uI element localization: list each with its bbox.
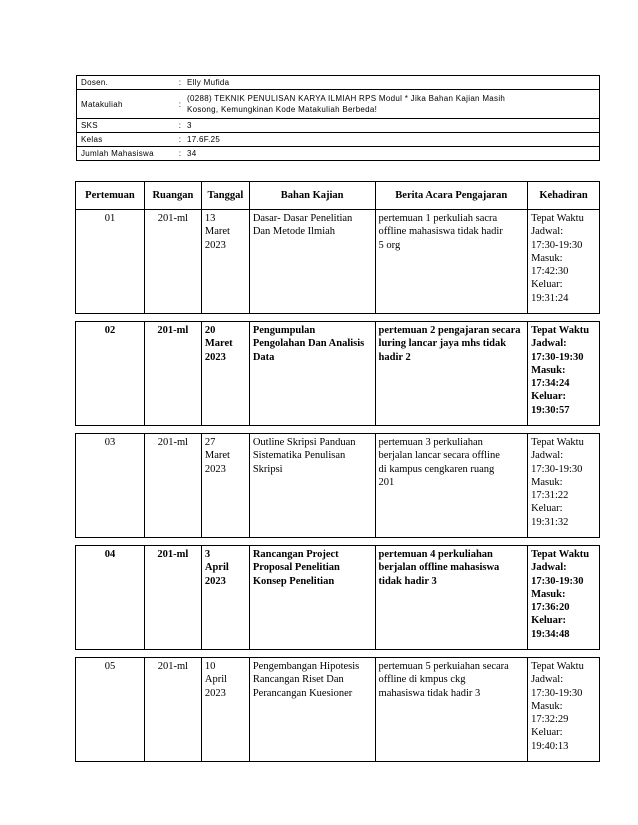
divider bbox=[566, 160, 600, 161]
bahan-kajian-cell-line: Rancangan Riset Dan bbox=[252, 674, 344, 686]
ruangan-value: 201-ml bbox=[157, 325, 189, 336]
ruangan-cell bbox=[144, 434, 201, 538]
berita-acara-cell-line: pertemuan 2 pengajaran secara bbox=[378, 325, 521, 336]
berita-acara-cell-line: tidak hadir 3 bbox=[378, 575, 437, 587]
kehadiran-cell-line: Tepat Waktu bbox=[531, 437, 584, 448]
kehadiran-cell-line: Keluar: bbox=[531, 391, 567, 403]
berita-acara-cell-line: luring lancar jaya mhs tidak bbox=[378, 338, 507, 350]
info-row-kelas bbox=[77, 133, 600, 147]
berita-acara-cell-content bbox=[379, 434, 525, 489]
bahan-kajian-cell-line: Outline Skripsi Panduan bbox=[252, 437, 356, 448]
tanggal-cell-content bbox=[205, 546, 246, 588]
kehadiran-cell-line: 17:34:24 bbox=[531, 378, 570, 390]
table-row bbox=[76, 434, 600, 538]
row-separator-cell bbox=[76, 426, 600, 434]
matakuliah-value-line: (0288) TEKNIK PENULISAN KARYA ILMIAH RPS Modul * Jika Bahan Kajian Masih bbox=[187, 94, 506, 103]
colon: : bbox=[177, 90, 183, 119]
matakuliah-label: Matakuliah bbox=[77, 90, 178, 119]
table-row bbox=[76, 658, 600, 762]
kehadiran-cell-content bbox=[531, 210, 596, 305]
berita-acara-cell-content bbox=[379, 322, 525, 364]
kehadiran-cell bbox=[528, 322, 600, 426]
kehadiran-cell-line: Masuk: bbox=[531, 252, 563, 264]
kehadiran-cell-line: 19:30:57 bbox=[531, 404, 570, 416]
ruangan-cell bbox=[144, 546, 201, 650]
kehadiran-cell-content bbox=[531, 322, 596, 417]
kehadiran-cell-line: Jadwal: bbox=[531, 226, 564, 238]
table-row bbox=[76, 546, 600, 650]
tanggal-cell-line: 3 bbox=[204, 549, 211, 560]
ruangan-cell bbox=[144, 322, 201, 426]
kehadiran-cell-line: Jadwal: bbox=[531, 562, 567, 574]
kehadiran-cell-line: Masuk: bbox=[531, 364, 566, 376]
ruangan-value: 201-ml bbox=[157, 213, 189, 224]
bahan-kajian-cell-line: Rancangan Project bbox=[252, 549, 339, 560]
ruangan-value: 201-ml bbox=[157, 437, 189, 448]
row-separator-cell bbox=[76, 314, 600, 322]
pertemuan-number: 03 bbox=[104, 437, 116, 448]
bahan-kajian-cell-content bbox=[253, 210, 372, 239]
tanggal-cell-line: 2023 bbox=[204, 239, 226, 251]
kehadiran-cell bbox=[528, 434, 600, 538]
ruangan-value: 201-ml bbox=[157, 661, 189, 672]
dosen-value: Elly Mufida bbox=[183, 76, 600, 90]
jumlah-mahasiswa-label: Jumlah Mahasiswa bbox=[77, 147, 178, 161]
header-pertemuan: Pertemuan bbox=[76, 182, 145, 210]
info-row-jumlah bbox=[77, 147, 600, 161]
pertemuan-number: 05 bbox=[104, 661, 116, 672]
colon: : bbox=[177, 76, 183, 90]
kehadiran-cell-line: Tepat Waktu bbox=[531, 661, 584, 672]
kehadiran-cell-line: 17:30-19:30 bbox=[531, 687, 583, 699]
berita-acara-cell-content bbox=[379, 210, 525, 252]
berita-acara-cell bbox=[375, 210, 528, 314]
matakuliah-value bbox=[183, 90, 600, 119]
tanggal-cell-line: 10 bbox=[204, 661, 216, 672]
tanggal-cell-line: 20 bbox=[204, 325, 216, 336]
tanggal-cell-line: Maret bbox=[204, 226, 230, 238]
course-info-table bbox=[76, 75, 600, 161]
header-kehadiran: Kehadiran bbox=[528, 182, 600, 210]
pertemuan-cell bbox=[76, 210, 145, 314]
berita-acara-cell-line: mahasiswa tidak hadir 3 bbox=[378, 687, 481, 699]
berita-acara-cell-line: 201 bbox=[378, 476, 395, 488]
kehadiran-cell-line: Jadwal: bbox=[531, 338, 567, 350]
tanggal-cell-line: Maret bbox=[204, 450, 230, 462]
kehadiran-cell-line: Masuk: bbox=[531, 476, 563, 488]
berita-acara-cell-content bbox=[379, 658, 525, 700]
pertemuan-number: 04 bbox=[104, 549, 116, 560]
berita-acara-cell-content bbox=[379, 546, 525, 588]
kehadiran-cell-line: 17:30-19:30 bbox=[531, 463, 583, 475]
berita-acara-cell-line: offline mahasiswa tidak hadir bbox=[378, 226, 503, 238]
header-ruangan: Ruangan bbox=[144, 182, 201, 210]
kehadiran-cell bbox=[528, 210, 600, 314]
berita-acara-cell-line: pertemuan 3 perkuliahan bbox=[378, 437, 483, 448]
info-row-sks bbox=[77, 119, 600, 133]
berita-acara-cell-line: berjalan offline mahasiswa bbox=[378, 562, 500, 574]
tanggal-cell-line: 2023 bbox=[204, 463, 226, 475]
kelas-value: 17.6F.25 bbox=[183, 133, 600, 147]
info-row-dosen bbox=[77, 76, 600, 90]
ruangan-cell bbox=[144, 210, 201, 314]
tanggal-cell-line: April bbox=[204, 562, 229, 574]
bahan-kajian-cell bbox=[249, 546, 375, 650]
kehadiran-cell-line: Jadwal: bbox=[531, 674, 564, 686]
tanggal-cell-line: 2023 bbox=[204, 575, 226, 587]
berita-acara-cell bbox=[375, 658, 528, 762]
ruangan-value: 201-ml bbox=[157, 549, 189, 560]
matakuliah-value-line: Kosong, Kemungkinan Kode Matakuliah Berbeda! bbox=[187, 105, 378, 114]
kehadiran-cell-line: Keluar: bbox=[531, 503, 563, 515]
row-separator bbox=[76, 650, 600, 658]
bahan-kajian-cell-line: Perancangan Kuesioner bbox=[252, 687, 353, 699]
kehadiran-cell-line: 17:32:29 bbox=[531, 714, 569, 726]
kehadiran-cell-line: Keluar: bbox=[531, 615, 567, 627]
row-separator bbox=[76, 426, 600, 434]
row-separator-cell bbox=[76, 538, 600, 546]
dosen-label: Dosen. bbox=[77, 76, 178, 90]
bahan-kajian-cell bbox=[249, 434, 375, 538]
tanggal-cell-line: 13 bbox=[204, 213, 216, 224]
tanggal-cell bbox=[201, 322, 249, 426]
pertemuan-cell bbox=[76, 658, 145, 762]
info-row-matakuliah bbox=[77, 90, 600, 119]
kehadiran-cell-line: 19:31:24 bbox=[531, 292, 569, 304]
kehadiran-cell-line: 17:30-19:30 bbox=[531, 239, 583, 251]
colon: : bbox=[177, 133, 183, 147]
kehadiran-cell-line: 17:36:20 bbox=[531, 602, 570, 614]
berita-acara-cell-line: hadir 2 bbox=[378, 351, 411, 363]
ruangan-cell bbox=[144, 658, 201, 762]
sks-value: 3 bbox=[183, 119, 600, 133]
kehadiran-cell-line: 17:42:30 bbox=[531, 266, 569, 278]
bahan-kajian-cell-line: Sistematika Penulisan bbox=[252, 450, 346, 462]
row-separator bbox=[76, 314, 600, 322]
bahan-kajian-cell-line: Data bbox=[252, 351, 275, 363]
kehadiran-cell-line: 19:34:48 bbox=[531, 628, 570, 640]
tanggal-cell-content bbox=[205, 658, 246, 700]
tanggal-cell-content bbox=[205, 322, 246, 364]
bahan-kajian-cell-line: Proposal Penelitian bbox=[252, 562, 340, 574]
kelas-label: Kelas bbox=[77, 133, 178, 147]
colon: : bbox=[177, 147, 183, 161]
header-bahan-kajian: Bahan Kajian bbox=[249, 182, 375, 210]
bahan-kajian-cell-line: Pengumpulan bbox=[252, 325, 316, 336]
row-separator-cell bbox=[76, 650, 600, 658]
bahan-kajian-cell-line: Dan Metode Ilmiah bbox=[252, 226, 336, 238]
table-row bbox=[76, 322, 600, 426]
pertemuan-cell bbox=[76, 322, 145, 426]
kehadiran-cell-line: 19:40:13 bbox=[531, 740, 569, 752]
sks-label: SKS bbox=[77, 119, 178, 133]
berita-acara-cell-line: pertemuan 4 perkuliahan bbox=[378, 549, 493, 560]
kehadiran-cell-line: 17:30-19:30 bbox=[531, 351, 584, 363]
bahan-kajian-cell-content bbox=[253, 546, 372, 588]
colon: : bbox=[177, 119, 183, 133]
kehadiran-cell-content bbox=[531, 434, 596, 529]
pertemuan-cell bbox=[76, 434, 145, 538]
berita-acara-cell bbox=[375, 546, 528, 650]
berita-acara-cell-line: di kampus cengkaren ruang bbox=[378, 463, 495, 475]
bahan-kajian-cell-line: Skripsi bbox=[252, 463, 283, 475]
bahan-kajian-cell-line: Pengolahan Dan Analisis bbox=[252, 338, 365, 350]
berita-acara-cell-line: berjalan lancar secara offline bbox=[378, 450, 500, 462]
row-separator bbox=[76, 538, 600, 546]
bahan-kajian-cell bbox=[249, 658, 375, 762]
pertemuan-cell bbox=[76, 546, 145, 650]
tanggal-cell bbox=[201, 658, 249, 762]
pertemuan-number: 02 bbox=[104, 325, 116, 336]
table-body bbox=[76, 210, 600, 762]
kehadiran-cell-line: Tepat Waktu bbox=[531, 549, 590, 560]
jumlah-mahasiswa-value: 34 bbox=[183, 147, 600, 161]
kehadiran-cell-content bbox=[531, 658, 596, 753]
tanggal-cell-line: 27 bbox=[204, 437, 216, 448]
kehadiran-cell-line: Masuk: bbox=[531, 588, 566, 600]
tanggal-cell-content bbox=[205, 434, 246, 476]
table-header-row bbox=[76, 182, 600, 210]
bahan-kajian-cell bbox=[249, 210, 375, 314]
kehadiran-cell-line: 17:31:22 bbox=[531, 490, 569, 502]
tanggal-cell-line: 2023 bbox=[204, 351, 226, 363]
kehadiran-cell-line: Tepat Waktu bbox=[531, 213, 584, 224]
berita-acara-cell-line: pertemuan 5 perkuiahan secara bbox=[378, 661, 509, 672]
berita-acara-cell-line: 5 org bbox=[378, 239, 401, 251]
kehadiran-cell-line: Masuk: bbox=[531, 700, 563, 712]
kehadiran-cell-line: 17:30-19:30 bbox=[531, 575, 584, 587]
tanggal-cell-line: April bbox=[204, 674, 228, 686]
kehadiran-cell-line: Jadwal: bbox=[531, 450, 564, 462]
tanggal-cell-line: 2023 bbox=[204, 687, 226, 699]
tanggal-cell bbox=[201, 546, 249, 650]
table-row bbox=[76, 210, 600, 314]
kehadiran-cell-content bbox=[531, 546, 596, 641]
berita-acara-cell-line: offline di kmpus ckg bbox=[378, 674, 466, 686]
attendance-table bbox=[75, 181, 600, 762]
header-tanggal: Tanggal bbox=[201, 182, 249, 210]
bahan-kajian-cell-line: Dasar- Dasar Penelitian bbox=[252, 213, 353, 224]
berita-acara-cell bbox=[375, 322, 528, 426]
bahan-kajian-cell bbox=[249, 322, 375, 426]
tanggal-cell-content bbox=[205, 210, 246, 252]
bahan-kajian-cell-line: Pengembangan Hipotesis bbox=[252, 661, 360, 672]
bahan-kajian-cell-line: Konsep Penelitian bbox=[252, 575, 335, 587]
pertemuan-number: 01 bbox=[104, 213, 116, 224]
tanggal-cell-line: Maret bbox=[204, 338, 233, 350]
kehadiran-cell bbox=[528, 658, 600, 762]
berita-acara-cell-line: pertemuan 1 perkuliah sacra bbox=[378, 213, 498, 224]
kehadiran-cell-line: Keluar: bbox=[531, 279, 563, 291]
kehadiran-cell-line: Keluar: bbox=[531, 727, 563, 739]
bahan-kajian-cell-content bbox=[253, 658, 372, 700]
berita-acara-cell bbox=[375, 434, 528, 538]
header-berita-acara: Berita Acara Pengajaran bbox=[375, 182, 528, 210]
bahan-kajian-cell-content bbox=[253, 322, 372, 364]
bahan-kajian-cell-content bbox=[253, 434, 372, 476]
kehadiran-cell bbox=[528, 546, 600, 650]
tanggal-cell bbox=[201, 210, 249, 314]
tanggal-cell bbox=[201, 434, 249, 538]
kehadiran-cell-line: Tepat Waktu bbox=[531, 325, 590, 336]
kehadiran-cell-line: 19:31:32 bbox=[531, 516, 569, 528]
